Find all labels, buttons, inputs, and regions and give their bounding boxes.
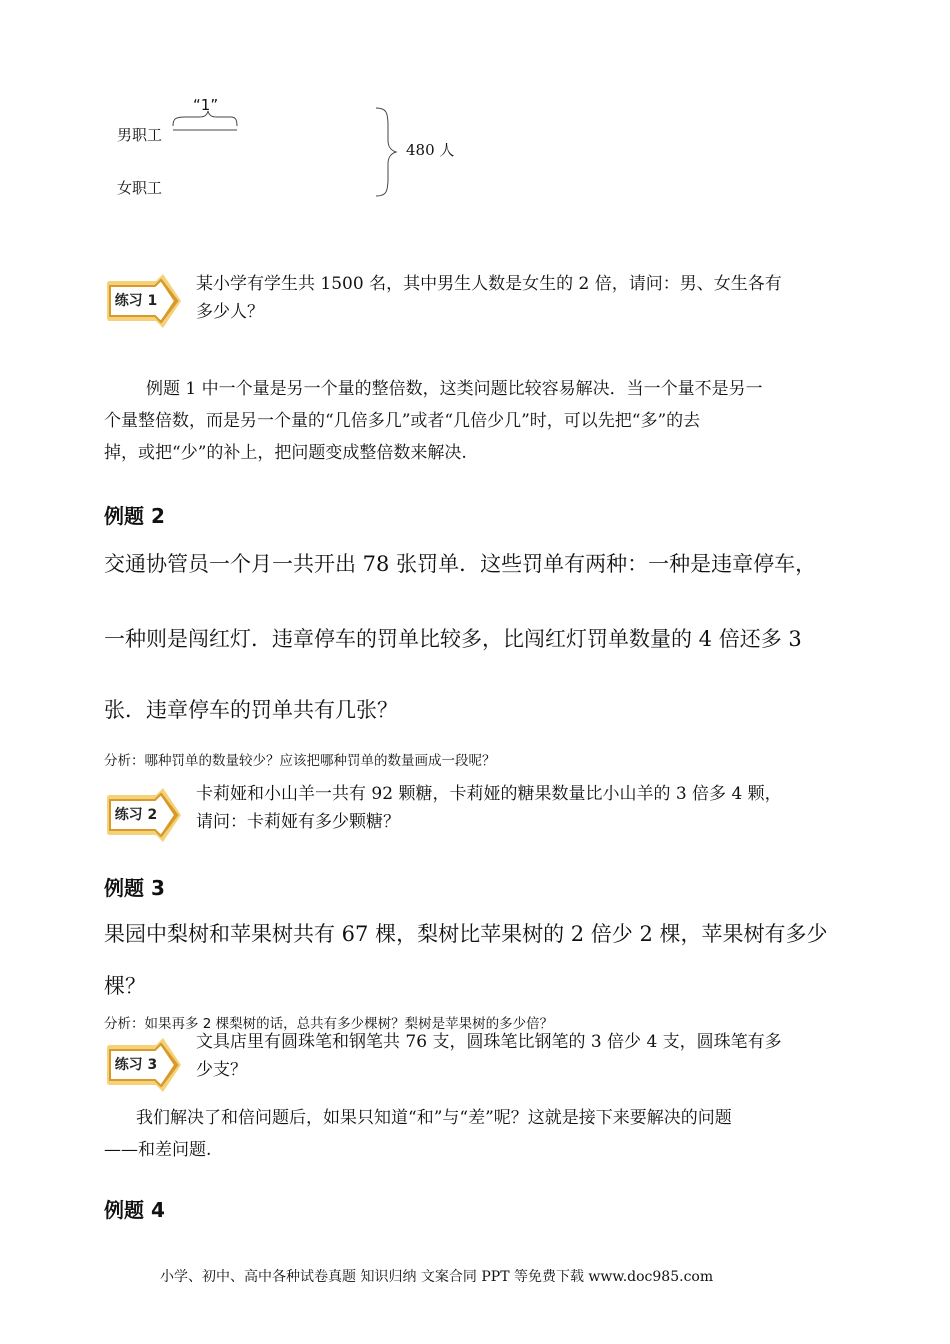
example-2-line-1: 交通协管员一个月一共开出 78 张罚单．这些罚单有两种：一种是违章停车， — [104, 552, 817, 576]
exercise-1-line-2: 多少人？ — [196, 302, 264, 322]
example-2-line-2: 一种则是闯红灯．违章停车的罚单比较多，比闯红灯罚单数量的 4 倍还多 3 — [104, 627, 802, 651]
exercise-3-line-1: 文具店里有圆珠笔和钢笔共 76 支，圆珠笔比钢笔的 3 倍少 4 支，圆珠笔有多 — [196, 1032, 782, 1052]
intro-paragraph — [104, 373, 864, 469]
exercise-badge-label: 练习 1 — [114, 293, 158, 309]
unit-brace-and-segment — [165, 110, 245, 140]
exercise-2-line-1: 卡莉娅和小山羊一共有 92 颗糖，卡莉娅的糖果数量比小山羊的 3 倍多 4 颗， — [196, 784, 782, 804]
transition-paragraph — [104, 1102, 864, 1166]
unit-one-label: “1” — [193, 96, 219, 114]
intro-line-3: 掉，或把“少”的补上，把问题变成整倍数来解决. — [104, 443, 467, 463]
exercise-badge-label: 练习 3 — [114, 1057, 158, 1073]
exercise-1-line-1: 某小学有学生共 1500 名，其中男生人数是女生的 2 倍，请问：男、女生各有 — [196, 274, 782, 294]
intro-line-2: 个量整倍数，而是另一个量的“几倍多几”或者“几倍少几”时，可以先把“多”的去 — [104, 411, 701, 431]
exercise-badge-label: 练习 2 — [114, 807, 158, 823]
exercise-1-text — [196, 270, 782, 326]
example-4-heading: 例题 4 — [104, 1198, 165, 1222]
intro-line-1: 例题 1 中一个量是另一个量的整倍数，这类问题比较容易解决．当一个量不是另一 — [146, 379, 763, 399]
example-3-line-2: 棵？ — [104, 974, 146, 998]
example-2-line-3: 张．违章停车的罚单共有几张？ — [104, 698, 398, 722]
exercise-3-text — [196, 1028, 782, 1084]
male-staff-label: 男职工 — [117, 126, 163, 144]
exercise-2-text — [196, 780, 782, 836]
female-staff-label: 女职工 — [117, 179, 163, 197]
example-2-analysis: 分析：哪种罚单的数量较少？应该把哪种罚单的数量画成一段呢？ — [104, 753, 496, 769]
total-brace — [372, 106, 402, 198]
transition-line-1: 我们解决了和倍问题后，如果只知道“和”与“差”呢？这就是接下来要解决的问题 — [136, 1108, 732, 1128]
example-3-analysis: 分析：如果再多 2 棵梨树的话，总共有多少棵树？梨树是苹果树的多少倍？ — [104, 1016, 554, 1032]
example-3-heading: 例题 3 — [104, 876, 165, 900]
exercise-2-line-2: 请问：卡莉娅有多少颗糖？ — [196, 812, 400, 832]
exercise-badge-2 — [101, 786, 183, 844]
exercise-badge-1 — [101, 272, 183, 330]
transition-line-2: ——和差问题. — [104, 1140, 212, 1160]
example-3-line-1: 果园中梨树和苹果树共有 67 棵，梨树比苹果树的 2 倍少 2 棵，苹果树有多少 — [104, 922, 828, 946]
example-2-heading: 例题 2 — [104, 504, 165, 528]
total-label: 480 人 — [406, 141, 455, 159]
exercise-badge-3 — [101, 1036, 183, 1094]
page-footer: 小学、初中、高中各种试卷真题 知识归纳 文案合同 PPT 等免费下载 www.doc985.com — [160, 1269, 714, 1285]
exercise-3-line-2: 少支？ — [196, 1060, 247, 1080]
